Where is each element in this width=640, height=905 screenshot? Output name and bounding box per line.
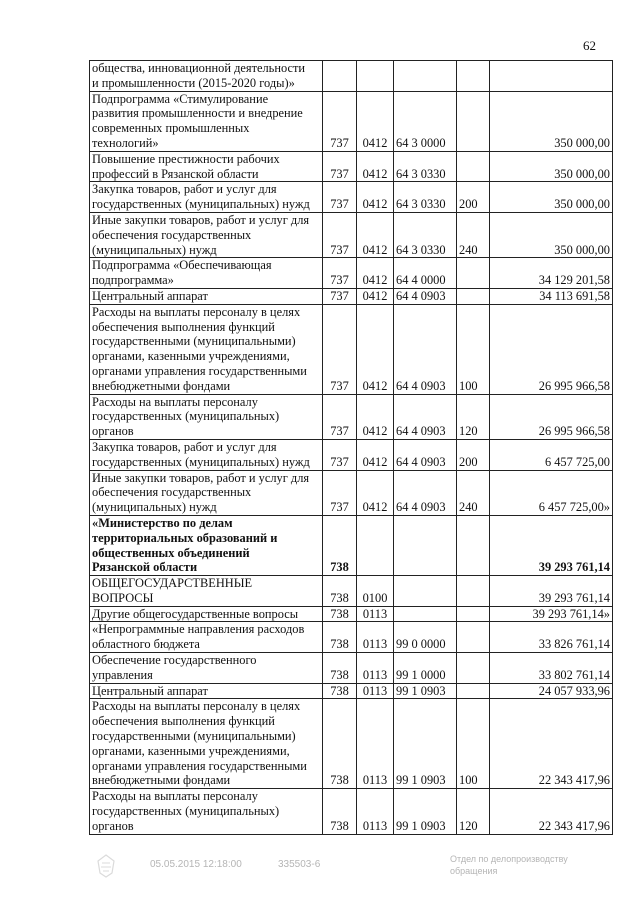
row-sum: 39 293 761,14 — [490, 576, 613, 607]
row-kind: 120 — [457, 789, 490, 834]
row-name-line: Повышение престижности рабочих — [92, 151, 280, 166]
row-code: 737 — [323, 258, 357, 289]
row-code: 738 — [323, 515, 357, 575]
row-name — [90, 258, 323, 289]
row-name-line: Центральный аппарат — [92, 683, 208, 698]
row-section: 0412 — [357, 394, 394, 439]
row-kind: 200 — [457, 182, 490, 213]
row-code: 737 — [323, 470, 357, 515]
row-name-line: Подпрограмма «Стимулирование — [92, 91, 269, 106]
budget-table — [89, 60, 613, 835]
row-name — [90, 288, 323, 304]
table-row — [90, 622, 613, 653]
row-code: 738 — [323, 622, 357, 653]
row-code — [323, 61, 357, 92]
row-section — [357, 61, 394, 92]
row-name-line: Обеспечение государственного — [92, 653, 257, 668]
row-name-line: обеспечения государственных — [92, 227, 252, 242]
row-name — [90, 304, 323, 394]
row-name-line: развития промышленности и внедрение — [92, 106, 303, 121]
row-section: 0113 — [357, 606, 394, 622]
row-name-line: Другие общегосударственные вопросы — [92, 606, 299, 621]
table-row — [90, 683, 613, 699]
row-sum: 350 000,00 — [490, 182, 613, 213]
row-code: 737 — [323, 182, 357, 213]
row-article: 64 4 0903 — [394, 304, 457, 394]
row-name-line: внебюджетными фондами — [92, 378, 231, 393]
row-article: 64 3 0000 — [394, 91, 457, 151]
row-section: 0412 — [357, 470, 394, 515]
row-name — [90, 91, 323, 151]
row-sum: 350 000,00 — [490, 212, 613, 257]
row-code: 737 — [323, 91, 357, 151]
row-name-line: государственными (муниципальными) — [92, 334, 296, 349]
row-section — [357, 515, 394, 575]
row-sum: 33 802 761,14 — [490, 653, 613, 684]
row-sum: 33 826 761,14 — [490, 622, 613, 653]
table-row — [90, 789, 613, 834]
row-name-line: общественных объединений — [92, 545, 250, 560]
row-article: 64 3 0330 — [394, 182, 457, 213]
row-article: 99 0 0000 — [394, 622, 457, 653]
row-kind — [457, 151, 490, 182]
row-name — [90, 470, 323, 515]
table-row — [90, 576, 613, 607]
table-row — [90, 212, 613, 257]
row-kind — [457, 606, 490, 622]
row-name-line: Подпрограмма «Обеспечивающая — [92, 258, 272, 273]
table-row — [90, 653, 613, 684]
row-name — [90, 394, 323, 439]
row-kind — [457, 91, 490, 151]
row-kind: 240 — [457, 470, 490, 515]
row-name-line: органами управления государственными — [92, 758, 307, 773]
row-name — [90, 699, 323, 789]
table-row — [90, 699, 613, 789]
row-name-line: обеспечения государственных — [92, 485, 252, 500]
row-sum: 22 343 417,96 — [490, 699, 613, 789]
row-section: 0412 — [357, 439, 394, 470]
table-row — [90, 439, 613, 470]
row-name-line: территориальных образований и — [92, 530, 278, 545]
row-name — [90, 212, 323, 257]
row-sum: 6 457 725,00» — [490, 470, 613, 515]
row-article: 99 1 0903 — [394, 683, 457, 699]
row-name-line: обеспечения выполнения функций — [92, 319, 275, 334]
row-name — [90, 622, 323, 653]
row-article: 64 3 0330 — [394, 151, 457, 182]
table-row — [90, 151, 613, 182]
table-row — [90, 470, 613, 515]
row-name-line: органами управления государственными — [92, 363, 307, 378]
row-section: 0113 — [357, 653, 394, 684]
row-name-line: органов — [92, 818, 134, 833]
row-article — [394, 515, 457, 575]
row-name-line: государственных (муниципальных) нужд — [92, 454, 310, 469]
row-section: 0412 — [357, 212, 394, 257]
table-row — [90, 61, 613, 92]
table-row — [90, 304, 613, 394]
page-footer — [0, 853, 640, 883]
table-row — [90, 606, 613, 622]
row-kind — [457, 61, 490, 92]
row-name-line: Расходы на выплаты персоналу в целях — [92, 699, 301, 714]
row-name — [90, 515, 323, 575]
row-section: 0412 — [357, 304, 394, 394]
row-name-line: (муниципальных) нужд — [92, 242, 217, 257]
row-name-line: «Министерство по делам — [92, 515, 233, 530]
row-name-line: Расходы на выплаты персоналу в целях — [92, 304, 301, 319]
row-section: 0412 — [357, 182, 394, 213]
row-article — [394, 576, 457, 607]
row-name-line: органами, казенными учреждениями, — [92, 743, 290, 758]
row-name-line: Центральный аппарат — [92, 288, 208, 303]
row-name-line: современных промышленных — [92, 121, 250, 136]
row-name-line: Рязанской области — [92, 560, 198, 575]
stamp-icon — [95, 853, 117, 879]
row-kind — [457, 515, 490, 575]
row-section: 0412 — [357, 258, 394, 289]
row-kind — [457, 683, 490, 699]
row-sum: 34 129 201,58 — [490, 258, 613, 289]
row-sum: 6 457 725,00 — [490, 439, 613, 470]
row-sum — [490, 61, 613, 92]
row-section: 0100 — [357, 576, 394, 607]
row-name — [90, 151, 323, 182]
row-kind: 120 — [457, 394, 490, 439]
row-section: 0412 — [357, 91, 394, 151]
row-section: 0113 — [357, 699, 394, 789]
budget-table-body — [90, 61, 613, 835]
row-name-line: (муниципальных) нужд — [92, 500, 217, 515]
row-code: 737 — [323, 394, 357, 439]
table-row — [90, 182, 613, 213]
table-row — [90, 288, 613, 304]
row-kind — [457, 288, 490, 304]
row-code: 738 — [323, 789, 357, 834]
row-name-line: обеспечения выполнения функций — [92, 714, 275, 729]
row-name-line: областного бюджета — [92, 637, 200, 652]
row-name-line: внебюджетными фондами — [92, 773, 231, 788]
row-name-line: Закупка товаров, работ и услуг для — [92, 182, 277, 197]
row-name-line: государственных (муниципальных) — [92, 804, 280, 819]
row-name — [90, 683, 323, 699]
row-name-line: Иные закупки товаров, работ и услуг для — [92, 212, 310, 227]
row-name-line: общества, инновационной деятельности — [92, 61, 305, 75]
table-row — [90, 91, 613, 151]
row-article: 99 1 0903 — [394, 699, 457, 789]
row-name — [90, 789, 323, 834]
row-kind — [457, 576, 490, 607]
row-article: 64 4 0903 — [394, 288, 457, 304]
row-article: 64 4 0903 — [394, 470, 457, 515]
row-section: 0412 — [357, 288, 394, 304]
row-code: 737 — [323, 304, 357, 394]
row-kind: 100 — [457, 304, 490, 394]
row-section: 0113 — [357, 789, 394, 834]
row-code: 737 — [323, 288, 357, 304]
row-code: 737 — [323, 151, 357, 182]
row-article — [394, 61, 457, 92]
footer-doc-id: 335503-6 — [278, 859, 321, 870]
row-name-line: подпрограмма» — [92, 273, 174, 288]
row-name-line: «Непрограммные направления расходов — [92, 622, 305, 637]
row-kind: 200 — [457, 439, 490, 470]
row-name-line: Расходы на выплаты персоналу — [92, 394, 258, 409]
row-name — [90, 439, 323, 470]
row-name-line: Иные закупки товаров, работ и услуг для — [92, 470, 310, 485]
row-article — [394, 606, 457, 622]
row-name-line: ВОПРОСЫ — [92, 590, 154, 605]
row-section: 0113 — [357, 622, 394, 653]
row-name-line: профессий в Рязанской области — [92, 166, 259, 181]
row-sum: 34 113 691,58 — [490, 288, 613, 304]
row-sum: 39 293 761,14 — [490, 515, 613, 575]
row-kind: 100 — [457, 699, 490, 789]
row-code: 737 — [323, 439, 357, 470]
row-name — [90, 182, 323, 213]
row-kind: 240 — [457, 212, 490, 257]
row-sum: 39 293 761,14» — [490, 606, 613, 622]
row-article: 99 1 0903 — [394, 789, 457, 834]
row-name-line: управления — [92, 667, 153, 682]
row-name-line: органов — [92, 424, 134, 439]
row-name — [90, 61, 323, 92]
row-article: 64 3 0330 — [394, 212, 457, 257]
row-name — [90, 606, 323, 622]
row-sum: 24 057 933,96 — [490, 683, 613, 699]
footer-note: Отдел по делопроизводству обращения — [450, 854, 568, 876]
row-article: 64 4 0903 — [394, 394, 457, 439]
row-code: 737 — [323, 212, 357, 257]
row-kind — [457, 653, 490, 684]
row-code: 738 — [323, 606, 357, 622]
footer-date: 05.05.2015 12:18:00 — [150, 859, 242, 870]
row-kind — [457, 258, 490, 289]
row-code: 738 — [323, 653, 357, 684]
page-number: 62 — [583, 38, 596, 53]
row-code: 738 — [323, 576, 357, 607]
row-name-line: государственных (муниципальных) — [92, 409, 280, 424]
row-article: 64 4 0903 — [394, 439, 457, 470]
row-section: 0412 — [357, 151, 394, 182]
row-name — [90, 653, 323, 684]
row-sum: 26 995 966,58 — [490, 394, 613, 439]
row-name-line: технологий» — [92, 135, 159, 150]
row-article: 99 1 0000 — [394, 653, 457, 684]
row-code: 738 — [323, 683, 357, 699]
table-row — [90, 258, 613, 289]
row-name-line: органами, казенными учреждениями, — [92, 349, 290, 364]
row-name-line: и промышленности (2015-2020 годы)» — [92, 75, 295, 90]
row-name-line: ОБЩЕГОСУДАРСТВЕННЫЕ — [92, 576, 253, 591]
row-kind — [457, 622, 490, 653]
row-article: 64 4 0000 — [394, 258, 457, 289]
row-name-line: государственных (муниципальных) нужд — [92, 197, 310, 212]
row-name-line: Расходы на выплаты персоналу — [92, 789, 258, 804]
row-name-line: государственными (муниципальными) — [92, 729, 296, 744]
row-sum: 350 000,00 — [490, 91, 613, 151]
row-name — [90, 576, 323, 607]
row-sum: 26 995 966,58 — [490, 304, 613, 394]
table-row — [90, 394, 613, 439]
row-section: 0113 — [357, 683, 394, 699]
row-sum: 350 000,00 — [490, 151, 613, 182]
row-code: 738 — [323, 699, 357, 789]
row-sum: 22 343 417,96 — [490, 789, 613, 834]
table-row — [90, 515, 613, 575]
row-name-line: Закупка товаров, работ и услуг для — [92, 439, 277, 454]
